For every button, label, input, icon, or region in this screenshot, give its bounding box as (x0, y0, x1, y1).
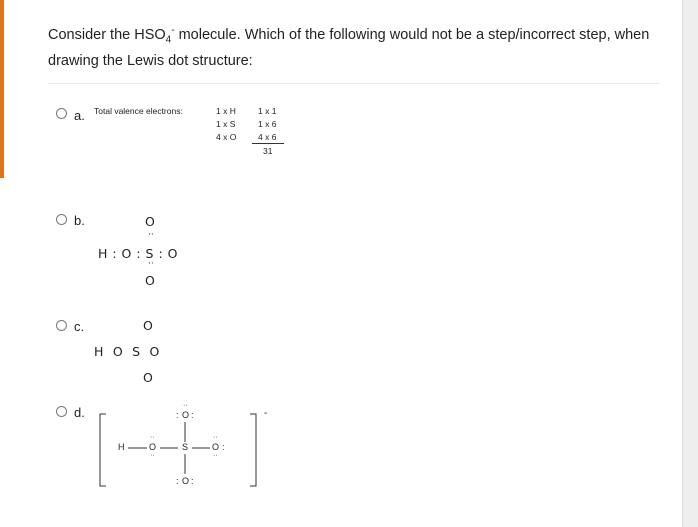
question-pre: Consider the HSO (48, 26, 166, 43)
d-o-top-dots-above: ·· (183, 402, 188, 409)
d-o-bottom-dots-right: : (191, 476, 194, 486)
d-o-right-dots-side: : (222, 442, 225, 452)
c-top-o: O (143, 318, 153, 333)
option-b-letter: b. (74, 213, 85, 228)
question-text (48, 20, 668, 72)
divider (48, 83, 660, 84)
scrollbar-track[interactable] (682, 0, 698, 527)
b-dots-bottom: ·· (148, 259, 154, 269)
option-b-radio[interactable] (56, 214, 67, 225)
d-o-left: O (149, 442, 157, 452)
option-d-letter: d. (74, 405, 85, 420)
option-a-letter: a. (74, 108, 85, 123)
d-o-top-dots-left: : (176, 410, 179, 420)
b-dots-top: ·· (148, 230, 154, 240)
d-s: S (182, 442, 189, 452)
d-o-right-dots-top: ·· (213, 434, 218, 441)
valence-col2-row3: 4 x 6 (258, 132, 277, 142)
question-post: molecule. Which of the following would not be a step/incorrect step, when drawing the Lewis dot structure: (48, 26, 650, 69)
valence-total: 31 (263, 146, 273, 156)
c-middle: H O S O (94, 344, 160, 359)
question-sup: - (171, 25, 175, 36)
accent-bar (0, 0, 4, 178)
d-o-bottom: O (182, 476, 190, 486)
c-bottom-o: O (143, 370, 153, 385)
b-top-o: O (145, 214, 155, 229)
d-o-top-dots-right: : (191, 410, 194, 420)
d-o-left-dots-bottom: ·· (150, 452, 155, 459)
option-d-radio[interactable] (56, 406, 67, 417)
question-sub: 4 (165, 34, 172, 46)
d-o-left-dots-top: ·· (150, 434, 155, 441)
valence-col2-row2: 1 x 6 (258, 119, 277, 129)
d-o-top: O (182, 410, 190, 420)
d-h: H (118, 442, 125, 452)
valence-col2-row1: 1 x 1 (258, 106, 277, 116)
d-charge: - (264, 408, 268, 419)
option-a-radio[interactable] (56, 108, 67, 119)
d-o-right-dots-bottom: ·· (213, 452, 218, 459)
valence-col1-row3: 4 x O (216, 132, 237, 142)
d-o-right: O (212, 442, 220, 452)
b-middle: H : O : S : O (98, 246, 178, 261)
d-o-bottom-dots-left: : (176, 476, 179, 486)
option-c-letter: c. (74, 319, 85, 334)
sum-line (252, 143, 284, 144)
b-bottom-o: O (145, 273, 155, 288)
valence-col1-row1: 1 x H (216, 106, 236, 116)
option-c-radio[interactable] (56, 320, 67, 331)
valence-col1-row2: 1 x S (216, 119, 236, 129)
valence-label: Total valence electrons: (94, 106, 183, 116)
